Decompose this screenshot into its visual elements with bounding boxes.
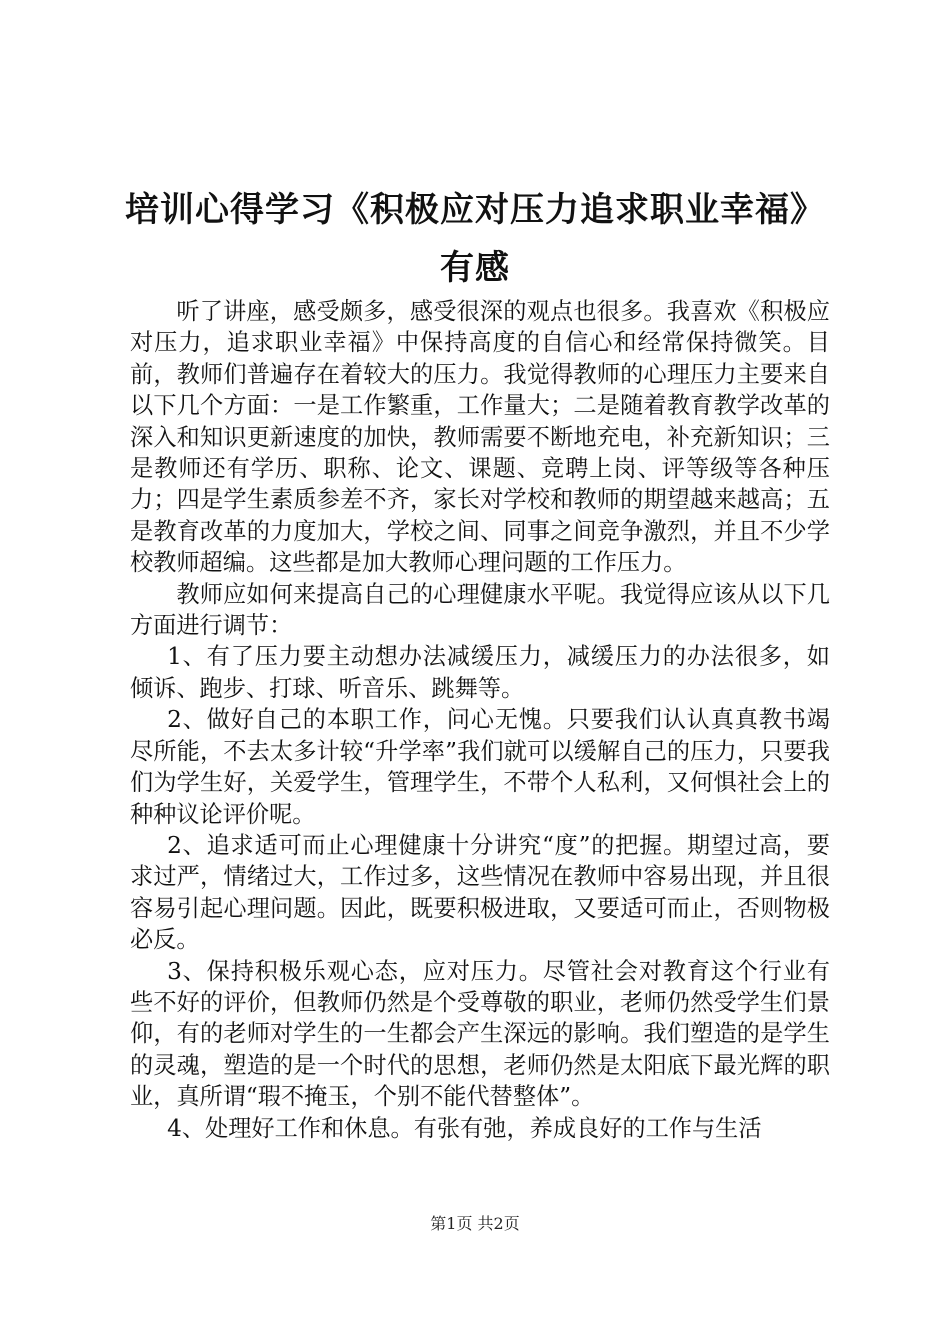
- document-title-line-1: 培训心得学习《积极应对压力追求职业幸福》: [125, 190, 825, 230]
- paragraph-item-4: 4、处理好工作和休息。有张有弛，养成良好的工作与生活: [167, 1114, 762, 1142]
- document-title-line-2: 有感: [440, 248, 510, 288]
- page-indicator: 第1页 共2页: [430, 1214, 520, 1233]
- document-body: [130, 296, 830, 1144]
- paragraph-intro: 听了讲座，感受颇多，感受很深的观点也很多。我喜欢《积极应对压力，追求职业幸福》中保持高度的自信心和经常保持微笑。目前，教师们普遍存在着较大的压力。我觉得教师的心理压力主要来自以下几个方面：一是工作繁重，工作量大；二是随着教育教学改革的深入和知识更新速度的加快，教师需要不断地充电，补充新知识；三是教师还有学历、职称、论文、课题、竞聘上岗、评等级等各种压力；四是学生素质参差不齐，家长对学校和教师的期望越来越高；五是教育改革的力度加大，学校之间、同事之间竞争激烈，并且不少学校教师超编。这些都是加大教师心理问题的工作压力。: [130, 298, 830, 577]
- paragraph-item-2a: 2、做好自己的本职工作，问心无愧。只要我们认认真真教书竭尽所能，不去太多计较“升学率”我们就可以缓解自己的压力，只要我们为学生好，关爱学生，管理学生，不带个人私利，又何惧社会上的种种议论评价呢。: [130, 706, 830, 828]
- paragraph-item-2b: 2、追求适可而止心理健康十分讲究“度”的把握。期望过高，要求过严，情绪过大，工作过多，这些情况在教师中容易出现，并且很容易引起心理问题。因此，既要积极进取，又要适可而止，否则物极必反。: [130, 831, 830, 954]
- paragraph-item-1: 1、有了压力要主动想办法减缓压力，减缓压力的办法很多，如倾诉、跑步、打球、听音乐、跳舞等。: [130, 643, 830, 702]
- paragraph-item-3: 3、保持积极乐观心态，应对压力。尽管社会对教育这个行业有些不好的评价，但教师仍然是个受尊敬的职业，老师仍然受学生们景仰，有的老师对学生的一生都会产生深远的影响。我们塑造的是学生的灵魂，塑造的是一个时代的思想，老师仍然是太阳底下最光辉的职业，真所谓“瑕不掩玉，个别不能代替整体”。: [130, 957, 830, 1111]
- paragraph-question: 教师应如何来提高自己的心理健康水平呢。我觉得应该从以下几方面进行调节：: [130, 580, 830, 640]
